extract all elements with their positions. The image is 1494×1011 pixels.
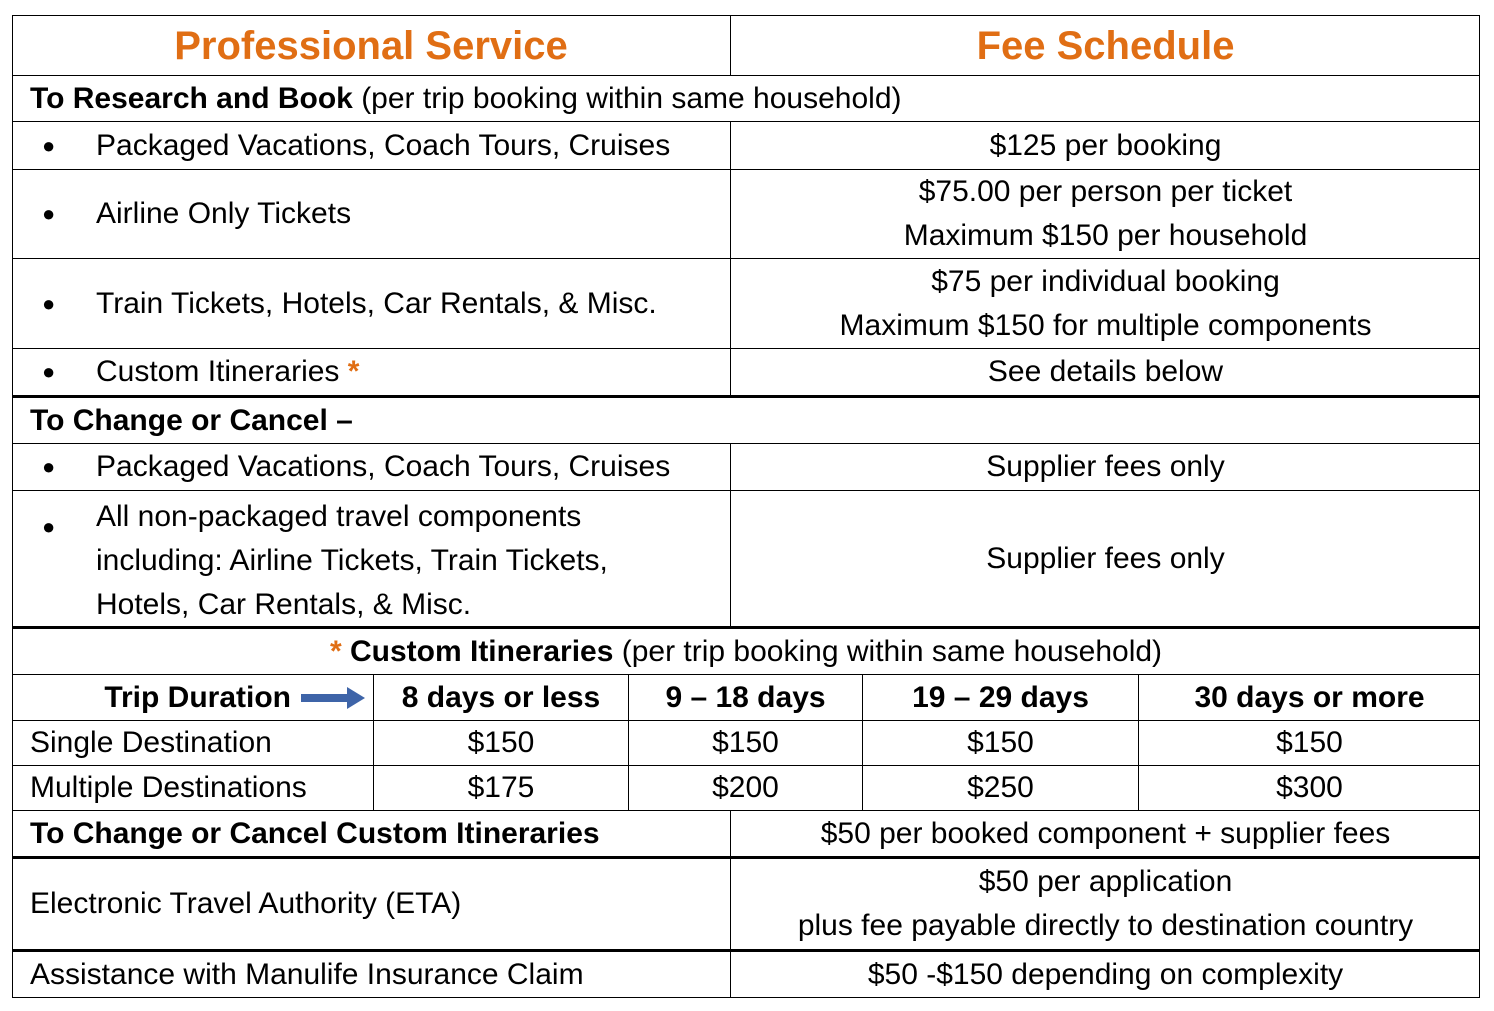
asterisk-icon: * (329, 634, 342, 668)
label-line: including: Airline Tickets, Train Tickets, (96, 544, 608, 577)
change-custom-fee: $50 per booked component + supplier fees (820, 816, 1391, 850)
research-item-label: Custom Itineraries (96, 355, 340, 388)
arrow-right-icon (301, 687, 365, 709)
label-line: Hotels, Car Rentals, & Misc. (96, 588, 472, 621)
bullet-icon: ● (42, 514, 56, 539)
research-item-train (12, 259, 730, 348)
research-item-fee: $125 per booking (989, 128, 1222, 162)
research-item-label-wrap (96, 350, 359, 394)
research-item-label: Airline Only Tickets (96, 197, 352, 230)
eta-label: Electronic Travel Authority (ETA) (30, 887, 462, 920)
change-item-packaged (12, 444, 730, 490)
change-item-fee: Supplier fees only (986, 450, 1225, 483)
eta-fee (731, 859, 1480, 949)
price-cell: $300 (1276, 771, 1343, 804)
asterisk-icon: * (347, 355, 360, 388)
research-section-title (12, 76, 1480, 121)
change-item-nonpackaged (12, 491, 730, 626)
header-professional-service: Professional Service (174, 23, 568, 68)
research-title-bold: To Research and Book (30, 81, 353, 115)
price-cell: $200 (712, 771, 779, 804)
bullet-icon: ● (42, 454, 56, 479)
price-cell: $150 (712, 726, 779, 759)
change-custom-label: To Change or Cancel Custom Itineraries (30, 816, 600, 850)
fee-line: Maximum $150 for multiple components (839, 308, 1372, 342)
change-item-label (96, 495, 608, 627)
custom-title-bold: Custom Itineraries (349, 634, 614, 668)
change-item-fee: Supplier fees only (986, 541, 1225, 575)
research-item-packaged (12, 122, 730, 169)
research-item-label: Packaged Vacations, Coach Tours, Cruises (96, 128, 671, 162)
label-line: All non-packaged travel components (96, 500, 582, 533)
insurance-label: Assistance with Manulife Insurance Claim (30, 958, 584, 991)
header-fee-schedule: Fee Schedule (976, 23, 1235, 68)
fee-line: $75.00 per person per ticket (918, 175, 1293, 208)
trip-duration-text: Trip Duration (104, 680, 291, 714)
bullet-icon: ● (42, 132, 56, 158)
duration-col-1: 8 days or less (401, 680, 601, 714)
price-cell: $150 (967, 726, 1034, 759)
price-cell: $150 (1276, 726, 1343, 759)
research-item-fee (731, 259, 1480, 348)
price-cell: $175 (467, 771, 535, 804)
change-item-label: Packaged Vacations, Coach Tours, Cruises (96, 450, 671, 483)
research-item-fee (731, 170, 1480, 258)
research-item-label: Train Tickets, Hotels, Car Rentals, & Misc. (96, 286, 657, 320)
research-title-rest: (per trip booking within same household) (352, 81, 902, 115)
row-label-single: Single Destination (30, 726, 272, 759)
duration-col-4: 30 days or more (1194, 680, 1425, 714)
row-label-multiple: Multiple Destinations (30, 771, 307, 804)
bullet-icon: ● (42, 359, 56, 384)
research-item-custom (12, 349, 730, 395)
research-item-airline (12, 170, 730, 258)
insurance-fee: $50 -$150 depending on complexity (867, 958, 1344, 991)
duration-col-2: 9 – 18 days (665, 680, 826, 714)
price-cell: $150 (467, 726, 535, 759)
fee-line: $50 per application (978, 865, 1233, 898)
change-section-title: To Change or Cancel – (30, 403, 353, 437)
price-cell: $250 (967, 771, 1034, 804)
fee-line: plus fee payable directly to destination country (797, 909, 1414, 942)
fee-line: Maximum $150 per household (903, 219, 1308, 252)
research-item-fee: See details below (987, 355, 1224, 388)
bullet-icon: ● (42, 290, 56, 316)
trip-duration-label (12, 675, 373, 720)
custom-title-rest: (per trip booking within same household) (613, 634, 1163, 668)
duration-col-3: 19 – 29 days (912, 680, 1089, 714)
bullet-icon: ● (42, 201, 56, 226)
custom-section-title (12, 629, 1480, 674)
fee-line: $75 per individual booking (931, 264, 1280, 298)
